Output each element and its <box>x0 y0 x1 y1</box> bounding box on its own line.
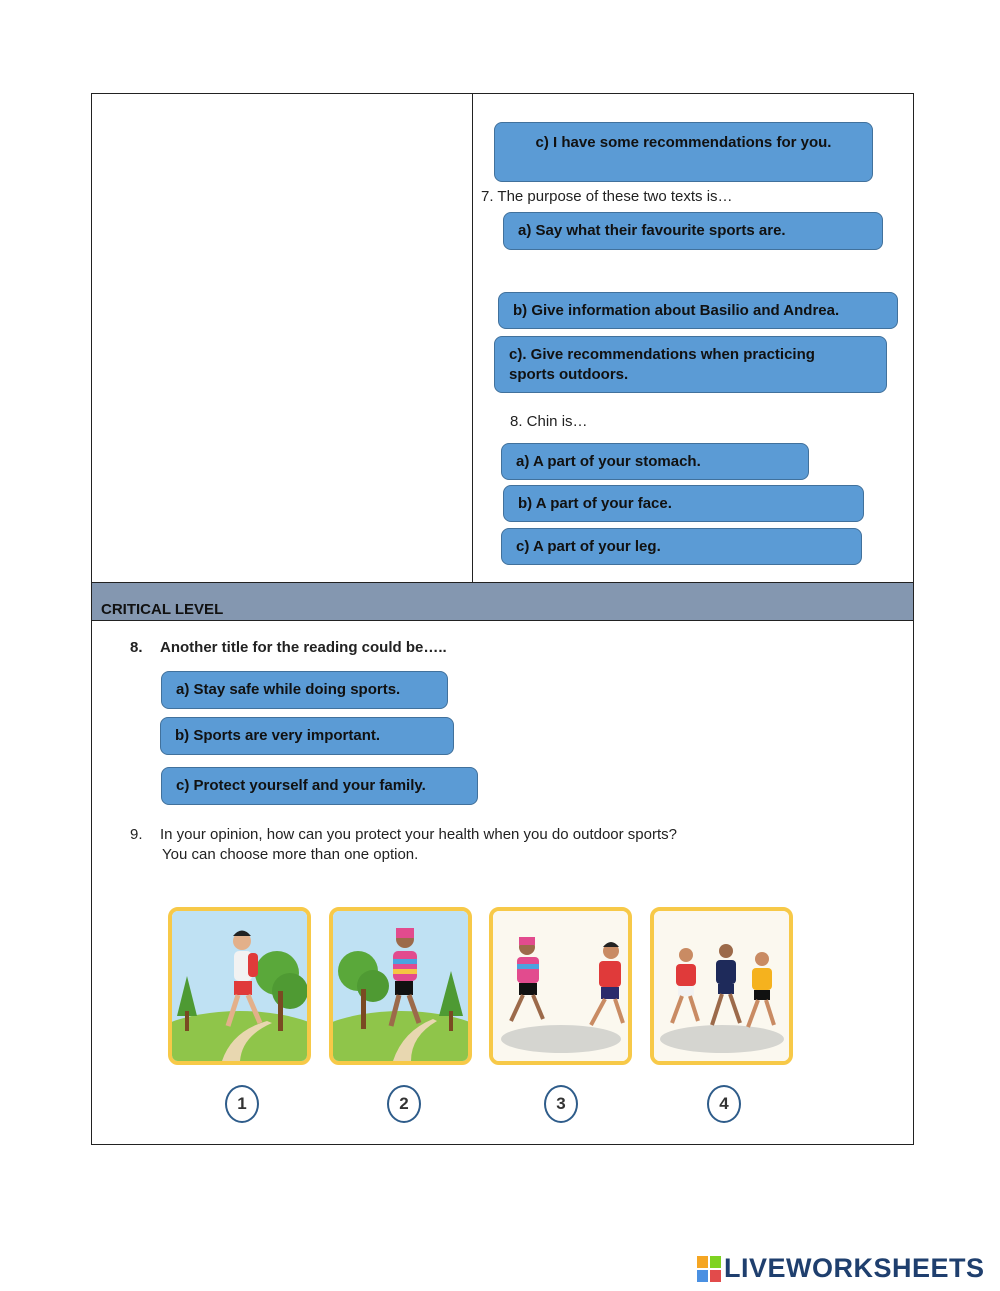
three-runners-illustration <box>654 911 789 1061</box>
image-number-2: 2 <box>387 1085 421 1123</box>
q8-chin-question: 8. Chin is… <box>510 413 588 430</box>
logo-text: LIVEWORKSHEETS <box>724 1253 985 1283</box>
cl-q8-question: Another title for the reading could be….. <box>160 639 447 656</box>
q7-option-b[interactable]: b) Give information about Basilio and Andrea. <box>498 292 898 329</box>
upper-left-cell <box>91 93 473 583</box>
option-image-4[interactable] <box>650 907 793 1065</box>
cl-q8-option-a[interactable]: a) Stay safe while doing sports. <box>161 671 448 709</box>
cl-q8-option-c[interactable]: c) Protect yourself and your family. <box>161 767 478 805</box>
q7-option-c[interactable]: c). Give recommendations when practicing sports outdoors. <box>494 336 887 393</box>
critical-level-heading: CRITICAL LEVEL <box>101 601 224 618</box>
q8-chin-option-c[interactable]: c) A part of your leg. <box>501 528 862 565</box>
option-image-2[interactable] <box>329 907 472 1065</box>
liveworksheets-logo-icon <box>697 1256 721 1282</box>
option-image-3[interactable] <box>489 907 632 1065</box>
image-number-3: 3 <box>544 1085 578 1123</box>
q8-chin-option-a[interactable]: a) A part of your stomach. <box>501 443 809 480</box>
cl-q9-subtext: You can choose more than one option. <box>162 846 419 863</box>
cl-q9-question: In your opinion, how can you protect your health when you do outdoor sports? <box>160 826 677 843</box>
cl-q9-number: 9. <box>130 826 143 843</box>
critical-level-band <box>91 582 914 621</box>
image-number-4: 4 <box>707 1085 741 1123</box>
two-runners-illustration <box>493 911 628 1061</box>
q8-chin-option-b[interactable]: b) A part of your face. <box>503 485 864 522</box>
q7-option-a[interactable]: a) Say what their favourite sports are. <box>503 212 883 250</box>
liveworksheets-logo[interactable] <box>697 1253 985 1284</box>
runner-park-illustration-2 <box>333 911 468 1061</box>
q7-question: 7. The purpose of these two texts is… <box>481 188 733 205</box>
q6-option-c[interactable]: c) I have some recommendations for you. <box>494 122 873 182</box>
cl-q8-number: 8. <box>130 639 143 656</box>
option-image-1[interactable] <box>168 907 311 1065</box>
cl-q8-option-b[interactable]: b) Sports are very important. <box>160 717 454 755</box>
runner-park-illustration-1 <box>172 911 307 1061</box>
image-number-1: 1 <box>225 1085 259 1123</box>
